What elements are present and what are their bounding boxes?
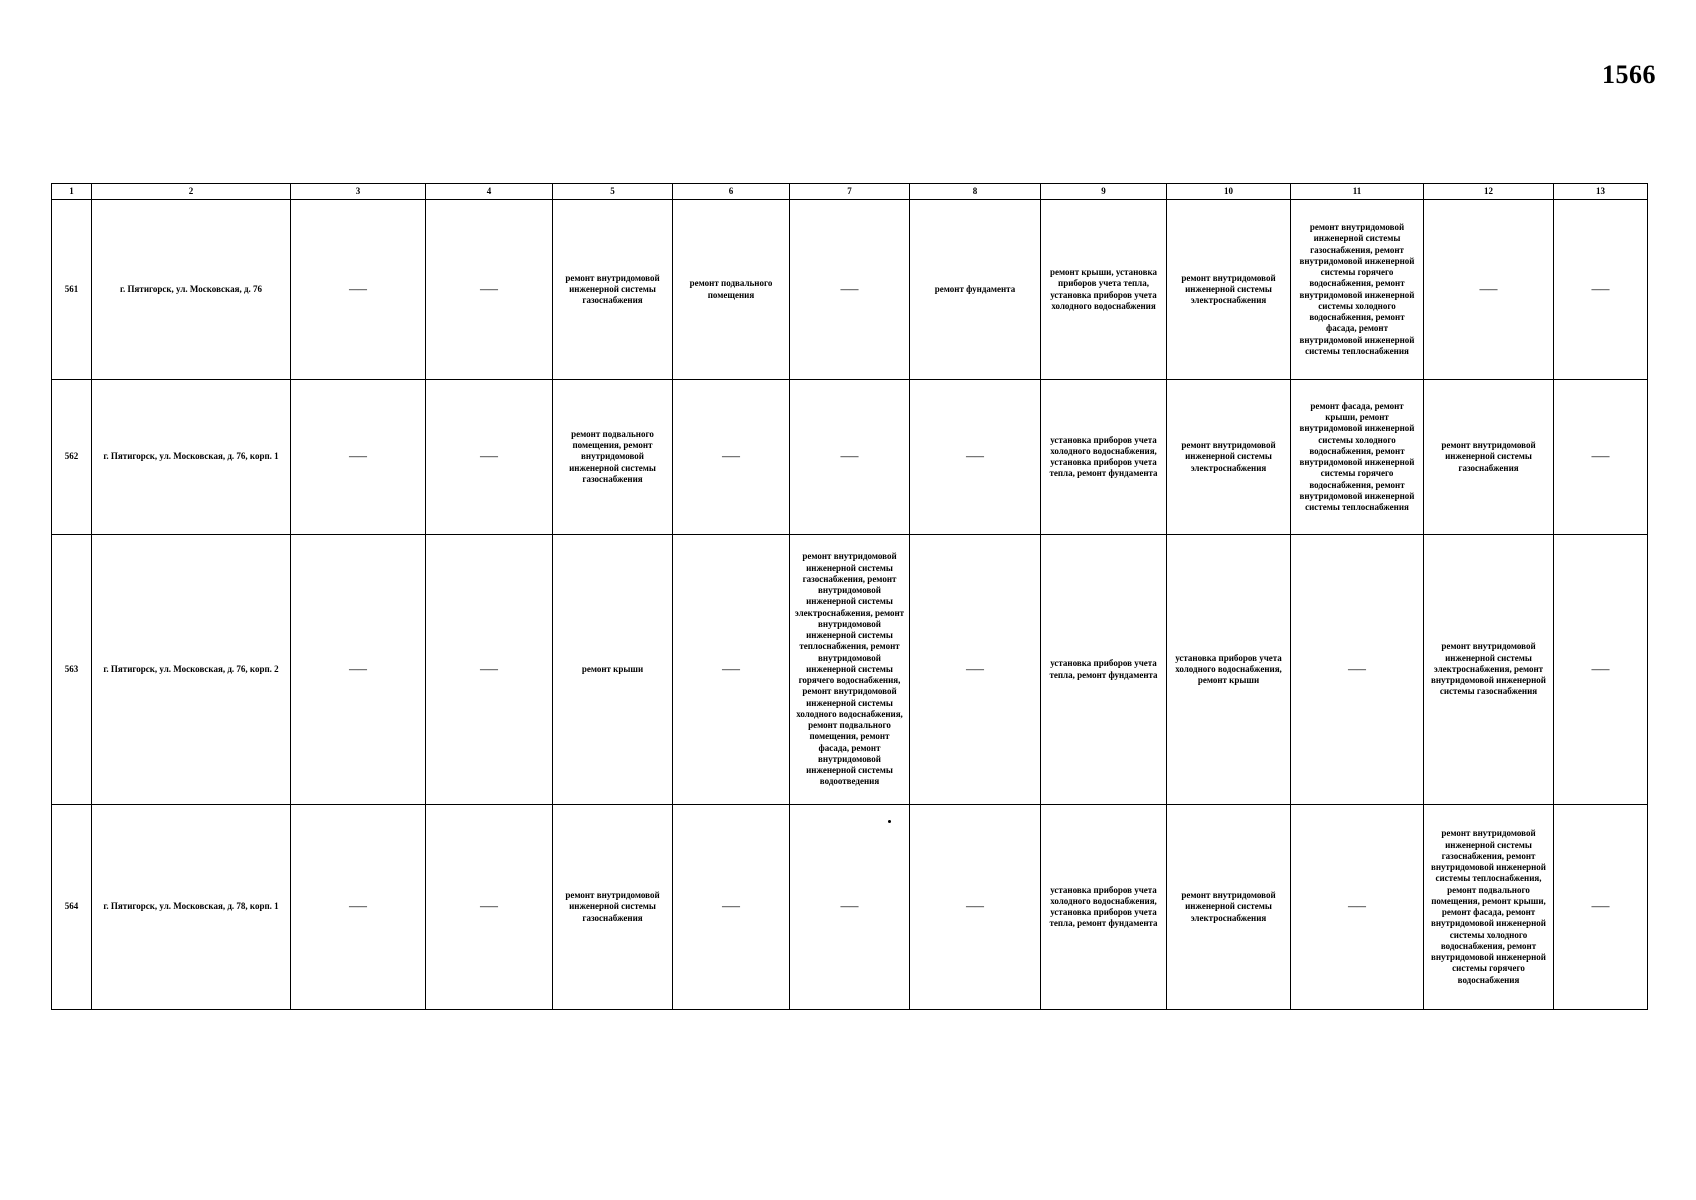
row-number: 562 bbox=[52, 380, 92, 535]
cell-col-12: ремонт внутридомовой инженерной системы газоснабжения bbox=[1424, 380, 1554, 535]
cell-col-8: —— bbox=[910, 535, 1041, 805]
column-header: 5 bbox=[553, 184, 673, 200]
cell-col-11: —— bbox=[1291, 805, 1424, 1010]
scan-speck bbox=[888, 820, 891, 823]
cell-col-9: установка приборов учета холодного водоснабжения, установка приборов учета тепла, ремонт фундамента bbox=[1041, 380, 1167, 535]
address-cell: г. Пятигорск, ул. Московская, д. 78, корп. 1 bbox=[92, 805, 291, 1010]
cell-col-6: ремонт подвального помещения bbox=[673, 200, 790, 380]
cell-col-5: ремонт крыши bbox=[553, 535, 673, 805]
row-number: 564 bbox=[52, 805, 92, 1010]
column-header: 9 bbox=[1041, 184, 1167, 200]
address-cell: г. Пятигорск, ул. Московская, д. 76 bbox=[92, 200, 291, 380]
cell-col-6: —— bbox=[673, 805, 790, 1010]
page-number: 1566 bbox=[1602, 60, 1656, 89]
cell-col-13: —— bbox=[1554, 380, 1648, 535]
column-header: 12 bbox=[1424, 184, 1554, 200]
cell-col-5: ремонт внутридомовой инженерной системы газоснабжения bbox=[553, 805, 673, 1010]
cell-col-4: —— bbox=[426, 805, 553, 1010]
cell-col-9: установка приборов учета холодного водоснабжения, установка приборов учета тепла, ремонт фундамента bbox=[1041, 805, 1167, 1010]
cell-col-9: ремонт крыши, установка приборов учета тепла, установка приборов учета холодного водоснабжения bbox=[1041, 200, 1167, 380]
cell-col-12: ремонт внутридомовой инженерной системы газоснабжения, ремонт внутридомовой инженерной системы теплоснабжения, ремонт подвального помещения, ремонт крыши, ремонт фасада, ремонт внутридомовой инженерной системы холодного водоснабжения, ремонт внутридомовой инженерной системы горячего водоснабжения bbox=[1424, 805, 1554, 1010]
column-number-header-row bbox=[52, 184, 1648, 200]
cell-col-4: —— bbox=[426, 535, 553, 805]
cell-col-5: ремонт внутридомовой инженерной системы газоснабжения bbox=[553, 200, 673, 380]
cell-col-3: —— bbox=[291, 535, 426, 805]
cell-col-7: —— bbox=[790, 200, 910, 380]
cell-col-6: —— bbox=[673, 535, 790, 805]
column-header: 1 bbox=[52, 184, 92, 200]
column-header: 11 bbox=[1291, 184, 1424, 200]
column-header: 2 bbox=[92, 184, 291, 200]
address-cell: г. Пятигорск, ул. Московская, д. 76, корп. 1 bbox=[92, 380, 291, 535]
cell-col-4: —— bbox=[426, 200, 553, 380]
cell-col-13: —— bbox=[1554, 535, 1648, 805]
row-number: 563 bbox=[52, 535, 92, 805]
cell-col-8: ремонт фундамента bbox=[910, 200, 1041, 380]
column-header: 6 bbox=[673, 184, 790, 200]
cell-col-13: —— bbox=[1554, 805, 1648, 1010]
column-header: 8 bbox=[910, 184, 1041, 200]
cell-col-3: —— bbox=[291, 805, 426, 1010]
table-row bbox=[52, 535, 1648, 805]
cell-col-10: ремонт внутридомовой инженерной системы электроснабжения bbox=[1167, 200, 1291, 380]
cell-col-4: —— bbox=[426, 380, 553, 535]
cell-col-10: ремонт внутридомовой инженерной системы электроснабжения bbox=[1167, 380, 1291, 535]
cell-col-3: —— bbox=[291, 200, 426, 380]
cell-col-11: —— bbox=[1291, 535, 1424, 805]
column-header: 13 bbox=[1554, 184, 1648, 200]
cell-col-7: —— bbox=[790, 380, 910, 535]
cell-col-12: ремонт внутридомовой инженерной системы электроснабжения, ремонт внутридомовой инженерной системы газоснабжения bbox=[1424, 535, 1554, 805]
table-row bbox=[52, 380, 1648, 535]
cell-col-3: —— bbox=[291, 380, 426, 535]
column-header: 7 bbox=[790, 184, 910, 200]
cell-col-12: —— bbox=[1424, 200, 1554, 380]
cell-col-9: установка приборов учета тепла, ремонт фундамента bbox=[1041, 535, 1167, 805]
cell-col-7: —— bbox=[790, 805, 910, 1010]
cell-col-11: ремонт внутридомовой инженерной системы газоснабжения, ремонт внутридомовой инженерной системы горячего водоснабжения, ремонт внутридомовой инженерной системы холодного водоснабжения, ремонт фасада, ремонт внутридомовой инженерной системы теплоснабжения bbox=[1291, 200, 1424, 380]
column-header: 3 bbox=[291, 184, 426, 200]
row-number: 561 bbox=[52, 200, 92, 380]
column-header: 10 bbox=[1167, 184, 1291, 200]
cell-col-11: ремонт фасада, ремонт крыши, ремонт внутридомовой инженерной системы холодного водоснабжения, ремонт внутридомовой инженерной системы горячего водоснабжения, ремонт внутридомовой инженерной системы теплоснабжения bbox=[1291, 380, 1424, 535]
cell-col-10: установка приборов учета холодного водоснабжения, ремонт крыши bbox=[1167, 535, 1291, 805]
table-row bbox=[52, 200, 1648, 380]
cell-col-13: —— bbox=[1554, 200, 1648, 380]
cell-col-5: ремонт подвального помещения, ремонт внутридомовой инженерной системы газоснабжения bbox=[553, 380, 673, 535]
address-cell: г. Пятигорск, ул. Московская, д. 76, корп. 2 bbox=[92, 535, 291, 805]
repair-schedule-table bbox=[51, 183, 1648, 1010]
cell-col-6: —— bbox=[673, 380, 790, 535]
table-row bbox=[52, 805, 1648, 1010]
column-header: 4 bbox=[426, 184, 553, 200]
cell-col-10: ремонт внутридомовой инженерной системы электроснабжения bbox=[1167, 805, 1291, 1010]
cell-col-8: —— bbox=[910, 380, 1041, 535]
cell-col-7: ремонт внутридомовой инженерной системы газоснабжения, ремонт внутридомовой инженерной системы электроснабжения, ремонт внутридомовой инженерной системы теплоснабжения, ремонт внутридомовой инженерной системы горячего водоснабжения, ремонт внутридомовой инженерной системы холодного водоснабжения, ремонт подвального помещения, ремонт фасада, ремонт внутридомовой инженерной системы водоотведения bbox=[790, 535, 910, 805]
cell-col-8: —— bbox=[910, 805, 1041, 1010]
